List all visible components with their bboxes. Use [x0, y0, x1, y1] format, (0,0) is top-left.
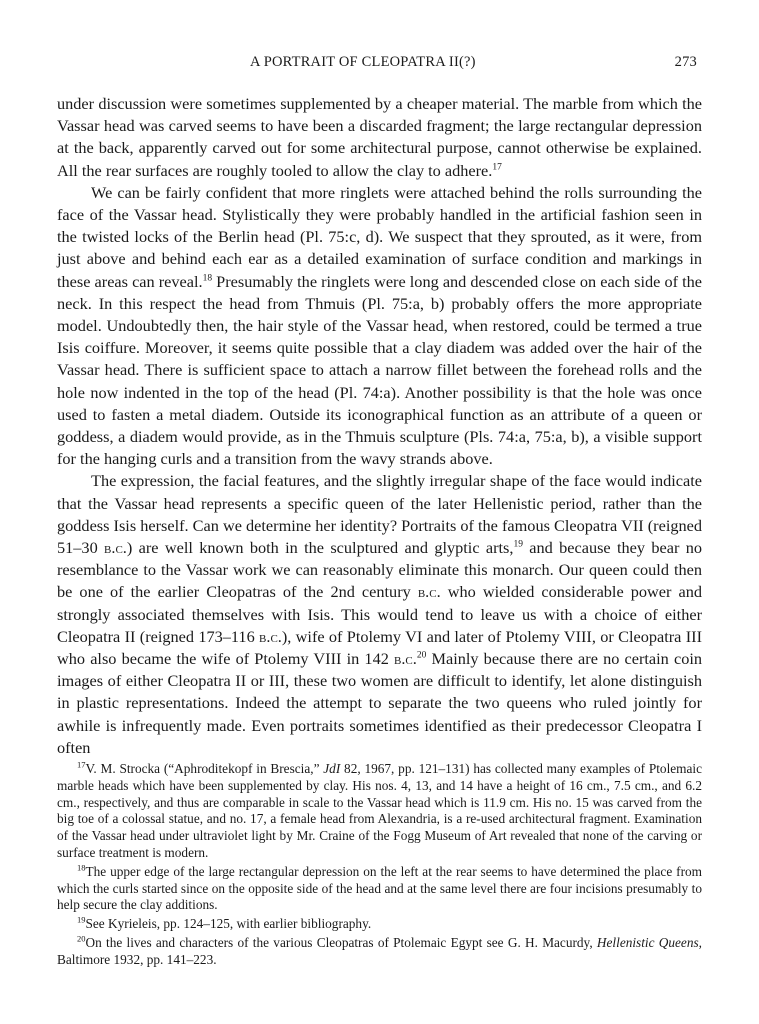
- footnote-19: [57, 916, 702, 933]
- footnote-17: [57, 761, 702, 862]
- paragraph-text: and because they bear no resemblance to the Vassar work we can reasonably eliminate this monarch. Our queen could then be one of the earlier Cleopatras of the 2nd century: [57, 538, 702, 602]
- page-number: 273: [674, 54, 697, 70]
- running-head: [0, 54, 759, 76]
- paragraph-text: The expression, the facial features, and the slightly irregular shape of the face would indicate that the Vassar head represents a specific queen of the later Hellenistic period, rather than the goddess Isis herself. Can we determine her identity? Portraits of the famous Cleopatra VII (reigned 51–30: [57, 471, 702, 558]
- footnote-text: V. M. Strocka (“Aphroditekopf in Brescia,”: [85, 761, 324, 776]
- paragraph-text: ), wife of Ptolemy VI and later of Ptolemy VIII, or Cleopatra III who also became the wife of Ptolemy VIII in 142: [57, 626, 702, 669]
- footnote-20: [57, 935, 702, 969]
- footnote-text: , Baltimore 1932, pp. 141–223.: [57, 934, 702, 967]
- footnote-ref: 19: [513, 539, 523, 550]
- footnote-text: On the lives and characters of the various Cleopatras of Ptolemaic Egypt see G. H. Macurdy,: [85, 934, 597, 950]
- paragraph-text: We can be fairly confident that more ringlets were attached behind the rolls surrounding the face of the Vassar head. Stylistically they were probably handled in the artificial fashion seen in the twisted locks of the Berlin head (Pl. 75:c, d). We suspect that they sprouted, as it were, from just above and behind each ear as a detailed examination of surface condition and markings in these areas can reveal.: [57, 182, 702, 291]
- era-abbreviation: b.c.: [104, 538, 127, 558]
- footnote-text: 82, 1967, pp. 121–131) has collected many examples of Ptolemaic marble heads which have been supplemented by clay. His nos. 4, 13, and 14 have a height of 16 cm., 7.5 cm., and 6.2 cm., respectively, and thus are comparable in scale to the Vassar head which is 11.9 cm. His no. 15 was carved from the big toe of a colossal statue, and no. 17, a female head from Alexandria, is a re-used architectural fragment. Examination of the Vassar head under ultraviolet light by Mr. Craine of the Fogg Museum of Art revealed that none of the carving or surface treatment is modern.: [57, 761, 703, 860]
- footnote-number: 18: [77, 862, 86, 873]
- footnote-italic: Hellenistic Queens: [596, 934, 699, 950]
- paragraph-text: Mainly because there are no certain coin images of either Cleopatra II or III, these two women are difficult to identify, let alone distinguish in plastic representations. Indeed the attempt to separate the two queens who ruled jointly for awhile is infrequently made. Even portraits sometimes identified as their predecessor Cleopatra I often: [57, 649, 703, 757]
- footnote-ref: 20: [416, 650, 427, 661]
- era-abbreviation: b.c.: [417, 582, 441, 602]
- footnote-18: [57, 864, 702, 914]
- era-abbreviation: b.c.: [394, 649, 417, 669]
- paragraph-text: Presumably the ringlets were long and descended close on each side of the neck. In this respect the head from Thmuis (Pl. 75:a, b) probably offers the more appropriate model. Undoubtedly then, the hair style of the Vassar head, when restored, could be termed a true Isis coiffure. Moreover, it seems quite possible that a clay diadem was added over the hair of the Vassar head. There is sufficient space to attach a narrow fillet between the forehead rolls and the hole now indented in the top of the head (Pl. 74:a). Another possibility is that the hole was once used to fasten a metal diadem. Outside its iconographical function as an attribute of a queen or goddess, a diadem would provide, as in the Thmuis sculpture (Pls. 74:a, 75:a, b), a visible support for the hanging curls and a transition from the wavy strands above.: [57, 271, 702, 469]
- running-title: A PORTRAIT OF CLEOPATRA II(?): [250, 54, 476, 70]
- paragraph-text: ) are well known both in the sculptured and glyptic arts,: [126, 538, 514, 558]
- footnotes: [57, 761, 702, 971]
- footnote-ref: 17: [492, 162, 502, 173]
- paragraph-text: under discussion were sometimes supplemented by a cheaper material. The marble from which the Vassar head was carved seems to have been a discarded fragment; the large rectangular depression at the back, apparently carved out for some architectural purpose, cannot otherwise be explained. All the rear surfaces are roughly tooled to allow the clay to adhere.: [57, 94, 702, 180]
- footnote-text: The upper edge of the large rectangular depression on the left at the rear seems to have determined the place from which the curls started since on the opposite side of the head and at the same level there are four incisions presumably to help secure the clay additions.: [57, 863, 702, 913]
- footnote-number: 17: [77, 759, 86, 770]
- era-abbreviation: b.c.: [259, 626, 282, 646]
- paragraph: [57, 182, 702, 471]
- footnote-italic: JdI: [323, 761, 341, 776]
- paragraph: [57, 93, 702, 182]
- body-text: [57, 93, 702, 759]
- footnote-ref: 18: [202, 273, 213, 284]
- footnote-number: 19: [77, 914, 86, 925]
- paragraph: [57, 470, 702, 759]
- footnote-number: 20: [77, 933, 86, 944]
- footnote-text: See Kyrieleis, pp. 124–125, with earlier bibliography.: [85, 916, 372, 932]
- paragraph-text: who wielded considerable power and strongly associated themselves with Isis. This would tend to leave us with a choice of either Cleopatra II (reigned 173–116: [57, 582, 703, 646]
